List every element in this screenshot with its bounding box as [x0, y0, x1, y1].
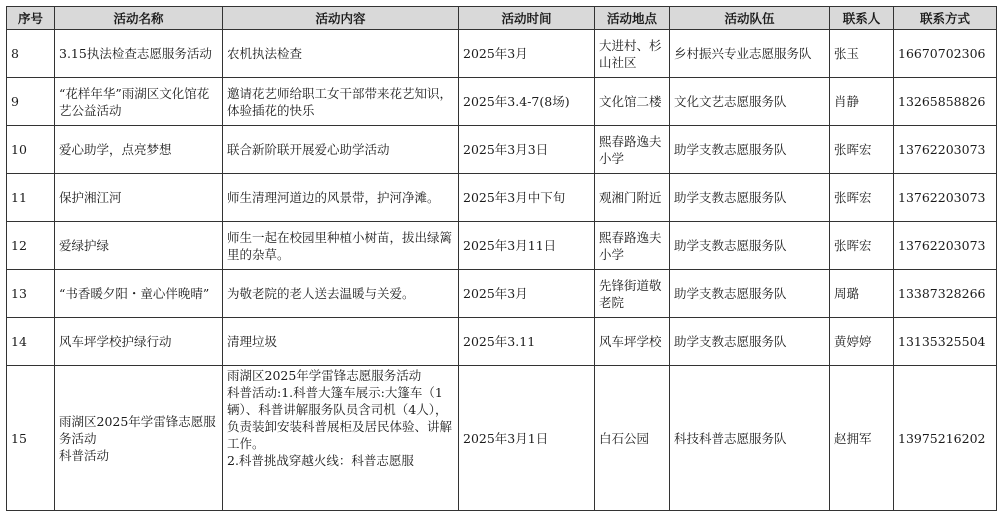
cell-team: 助学支教志愿服务队: [670, 318, 830, 366]
cell-phone: 13265858826: [894, 78, 997, 126]
header-row: [7, 7, 997, 30]
cell-phone: 13762203073: [894, 126, 997, 174]
cell-time: 2025年3.11: [459, 318, 595, 366]
header-place: 活动地点: [595, 7, 670, 30]
cell-name: 雨湖区2025年学雷锋志愿服务活动 科普活动: [55, 366, 223, 511]
table-row: [7, 126, 997, 174]
header-no: 序号: [7, 7, 55, 30]
cell-phone: 13975216202: [894, 366, 997, 511]
cell-name: 爱绿护绿: [55, 222, 223, 270]
cell-place: 大进村、杉山社区: [595, 30, 670, 78]
cell-team: 助学支教志愿服务队: [670, 270, 830, 318]
header-phone: 联系方式: [894, 7, 997, 30]
cell-contact: 肖静: [830, 78, 894, 126]
table-row: [7, 30, 997, 78]
cell-no: 8: [7, 30, 55, 78]
cell-place: 观湘门附近: [595, 174, 670, 222]
cell-time: 2025年3.4-7(8场): [459, 78, 595, 126]
cell-team: 文化文艺志愿服务队: [670, 78, 830, 126]
cell-contact: 张晖宏: [830, 126, 894, 174]
cell-time: 2025年3月1日: [459, 366, 595, 511]
cell-time: 2025年3月3日: [459, 126, 595, 174]
cell-place: 文化馆二楼: [595, 78, 670, 126]
cell-content: 邀请花艺师给职工女干部带来花艺知识，体验插花的快乐: [223, 78, 459, 126]
cell-content: 农机执法检查: [223, 30, 459, 78]
cell-team: 助学支教志愿服务队: [670, 222, 830, 270]
cell-no: 11: [7, 174, 55, 222]
cell-place: 熙春路逸夫小学: [595, 126, 670, 174]
cell-no: 12: [7, 222, 55, 270]
cell-contact: 张晖宏: [830, 174, 894, 222]
cell-place: 白石公园: [595, 366, 670, 511]
cell-content: 联合新阶联开展爱心助学活动: [223, 126, 459, 174]
cell-team: 助学支教志愿服务队: [670, 174, 830, 222]
cell-time: 2025年3月11日: [459, 222, 595, 270]
cell-content: 师生一起在校园里种植小树苗，拔出绿篱里的杂草。: [223, 222, 459, 270]
cell-phone: 13762203073: [894, 222, 997, 270]
cell-name: “花样年华”雨湖区文化馆花艺公益活动: [55, 78, 223, 126]
header-contact: 联系人: [830, 7, 894, 30]
cell-no: 10: [7, 126, 55, 174]
cell-team: 乡村振兴专业志愿服务队: [670, 30, 830, 78]
cell-team: 助学支教志愿服务队: [670, 126, 830, 174]
cell-content: 清理垃圾: [223, 318, 459, 366]
cell-content: 雨湖区2025年学雷锋志愿服务活动 科普活动:1.科普大篷车展示:大篷车（1辆）、科普讲解服务队员含司机（4人），负责装卸安装科普展柜及居民体验、讲解工作。 2.科普挑战穿越火线：科普志愿服: [223, 366, 459, 511]
cell-name: 爱心助学，点亮梦想: [55, 126, 223, 174]
cell-no: 14: [7, 318, 55, 366]
table-row: [7, 174, 997, 222]
cell-name: “书香暖夕阳・童心伴晚晴”: [55, 270, 223, 318]
cell-contact: 张玉: [830, 30, 894, 78]
header-team: 活动队伍: [670, 7, 830, 30]
table-row: [7, 270, 997, 318]
table-row: [7, 222, 997, 270]
cell-name: 风车坪学校护绿行动: [55, 318, 223, 366]
cell-no: 9: [7, 78, 55, 126]
cell-time: 2025年3月: [459, 270, 595, 318]
cell-contact: 周璐: [830, 270, 894, 318]
table-row: [7, 78, 997, 126]
cell-no: 15: [7, 366, 55, 511]
cell-time: 2025年3月中下旬: [459, 174, 595, 222]
cell-name: 3.15执法检查志愿服务活动: [55, 30, 223, 78]
cell-place: 熙春路逸夫小学: [595, 222, 670, 270]
cell-team: 科技科普志愿服务队: [670, 366, 830, 511]
cell-no: 13: [7, 270, 55, 318]
cell-place: 风车坪学校: [595, 318, 670, 366]
cell-content: 为敬老院的老人送去温暖与关爱。: [223, 270, 459, 318]
cell-place: 先锋街道敬老院: [595, 270, 670, 318]
activity-table: [6, 6, 997, 511]
cell-phone: 13762203073: [894, 174, 997, 222]
cell-phone: 16670702306: [894, 30, 997, 78]
cell-phone: 13135325504: [894, 318, 997, 366]
cell-name: 保护湘江河: [55, 174, 223, 222]
table-row: [7, 318, 997, 366]
table-row: [7, 366, 997, 511]
cell-contact: 黄婷婷: [830, 318, 894, 366]
cell-time: 2025年3月: [459, 30, 595, 78]
header-content: 活动内容: [223, 7, 459, 30]
header-name: 活动名称: [55, 7, 223, 30]
cell-content: 师生清理河道边的风景带，护河净滩。: [223, 174, 459, 222]
cell-phone: 13387328266: [894, 270, 997, 318]
cell-contact: 张晖宏: [830, 222, 894, 270]
cell-contact: 赵拥军: [830, 366, 894, 511]
header-time: 活动时间: [459, 7, 595, 30]
